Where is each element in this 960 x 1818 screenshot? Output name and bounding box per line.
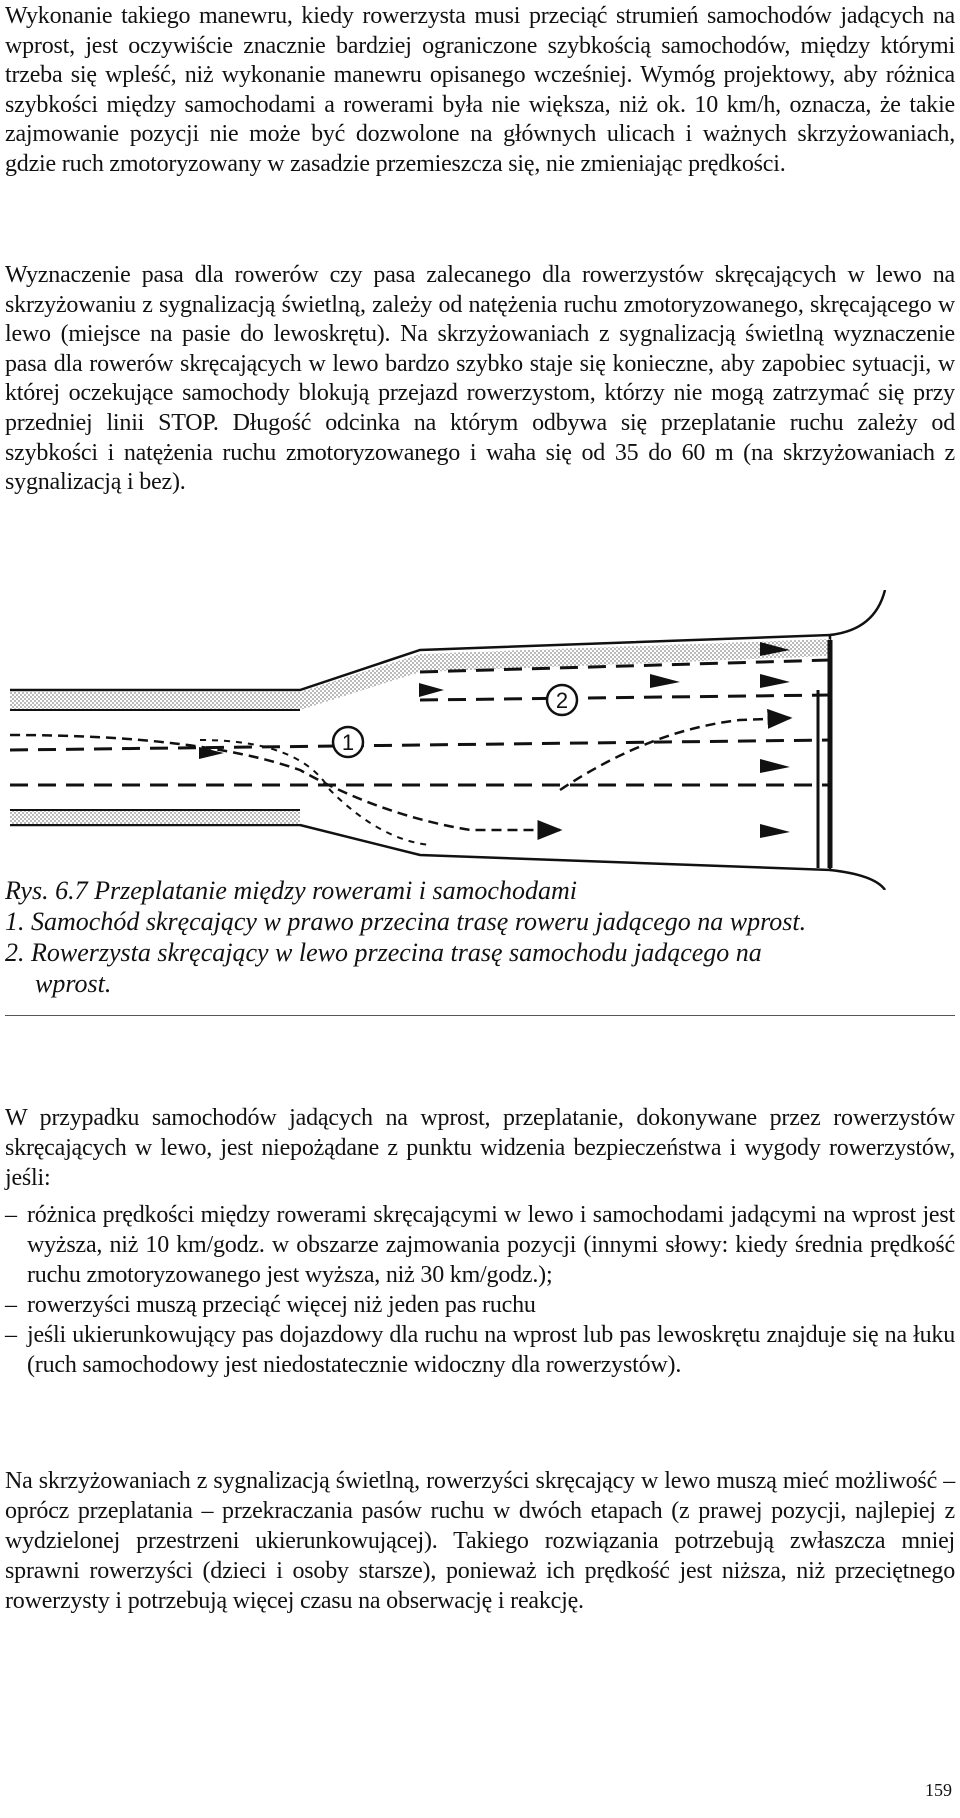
arrow-lane-top-right-2: [760, 674, 790, 688]
list-item-text: różnica prędkości między rowerami skręcającymi w lewo i samochodami jadącymi na wprost jest wyższa, niż 10 km/godz. w obszarze zajmowania pozycji (innymi słowy: kiedy średnia prędkość ruchu zmotoryzowanego jest wyższa, niż 30 km/godz.);: [27, 1202, 955, 1288]
curb-top: [830, 590, 885, 635]
lane-divider-3: [420, 695, 830, 700]
paragraph-conditions-intro: W przypadku samochodów jadących na wprost, przeplatanie, dokonywane przez rowerzystów skręcających w lewo, jest niepożądane z punktu widzenia bezpieczeństwa i wygody rowerzystów, jeśli:: [5, 1105, 955, 1191]
list-item-text: rowerzyści muszą przeciąć więcej niż jeden pas ruchu: [27, 1292, 536, 1318]
lane-divider-1: [10, 740, 830, 750]
conditions-list: [5, 1200, 955, 1380]
list-item: [5, 1200, 955, 1290]
figure-caption: [5, 875, 955, 999]
page-number: 159: [925, 1780, 952, 1800]
list-item: [5, 1290, 955, 1320]
bike-lane-bottom: [10, 810, 300, 824]
arrow-lane-bottom-right: [760, 824, 790, 838]
caption-rule: [5, 1015, 955, 1016]
list-item: [5, 1320, 955, 1380]
bike-path-left-turn: [560, 718, 790, 790]
caption-title: Rys. 6.7 Przeplatanie między rowerami i samochodami: [5, 876, 577, 905]
paragraph-maneuver: Wykonanie takiego manewru, kiedy rowerzysta musi przeciąć strumień samochodów jadących na wprost, jest oczywiście znacznie bardziej ograniczone szybkością samochodów, między którymi trzeba się wpleść, niż wykonanie manewru opisanego wcześniej. Wymóg projektowy, aby różnica szybkości między samochodami a rowerami była nie większa, niż ok. 10 km/h, oznacza, że takie zajmowanie pozycji nie może być dozwolone na głównych ulicach i ważnych skrzyżowaniach, gdzie ruch zmotoryzowany w zasadzie przemieszcza się, nie zmieniając prędkości.: [5, 3, 955, 177]
arrow-lane-1: [419, 683, 444, 697]
bike-lane-top: [10, 692, 300, 710]
marker-1-label: 1: [341, 730, 355, 755]
marker-2: [547, 685, 577, 715]
marker-1: [333, 727, 363, 757]
list-item-text: jeśli ukierunkowujący pas dojazdowy dla ruchu na wprost lub pas lewoskrętu znajduje się na łuku (ruch samochodowy jest niedostatecznie widoczny dla rowerzystów).: [27, 1322, 955, 1378]
paragraph-two-stage-crossing: Na skrzyżowaniach z sygnalizacją świetlną, rowerzyści skręcający w lewo muszą mieć możliwość – oprócz przeplatania – przekraczania pasów ruchu w dwóch etapach (z prawej pozycji, najlepiej z wydzielonej przestrzeni ukierunkowującej). Takiego rozwiązania potrzebują zwłaszcza mniej sprawni rowerzyści (dzieci i osoby starsze), ponieważ ich prędkość jest niższa, niż przeciętnego rowerzysty i potrzebują więcej czasu na obserwację i reakcję.: [5, 1468, 955, 1614]
caption-item-2-line-1: 2. Rowerzysta skręcający w lewo przecina trasę samochodu jadącego na: [5, 938, 762, 967]
arrow-lane-mid-right: [760, 759, 790, 773]
list-dash: –: [5, 1202, 17, 1228]
caption-item-1: 1. Samochód skręcający w prawo przecina trasę roweru jadącego na wprost.: [5, 907, 807, 936]
list-dash: –: [5, 1322, 17, 1348]
arrow-lane-top-mid: [650, 674, 680, 688]
paragraph-bike-lane-marking: Wyznaczenie pasa dla rowerów czy pasa zalecanego dla rowerzystów skręcających w lewo na skrzyżowaniu z sygnalizacją świetlną, zależy od natężenia ruchu zmotoryzowanego, skręcającego w lewo (miejsce na pasie do lewoskrętu). Na skrzyżowaniach z sygnalizacją świetlną wyznaczenie pasa dla rowerów skręcających w lewo bardzo szybko staje się konieczne, aby zapobiec sytuacji, w której oczekujące samochody blokują przejazd rowerzystom, którzy nie mogą zatrzymać się przy przedniej linii STOP. Długość odcinka na którym odbywa się przeplatanie ruchu zależy od szybkości i natężenia ruchu zmotoryzowanego i waha się od 35 do 60 m (na skrzyżowaniach z sygnalizacją i bez).: [5, 262, 955, 496]
caption-item-2-line-2: wprost.: [35, 969, 112, 998]
figure-weaving-diagram: [0, 590, 960, 890]
marker-2-label: 2: [555, 688, 569, 713]
lane-diagram: [0, 590, 960, 890]
list-dash: –: [5, 1292, 17, 1318]
